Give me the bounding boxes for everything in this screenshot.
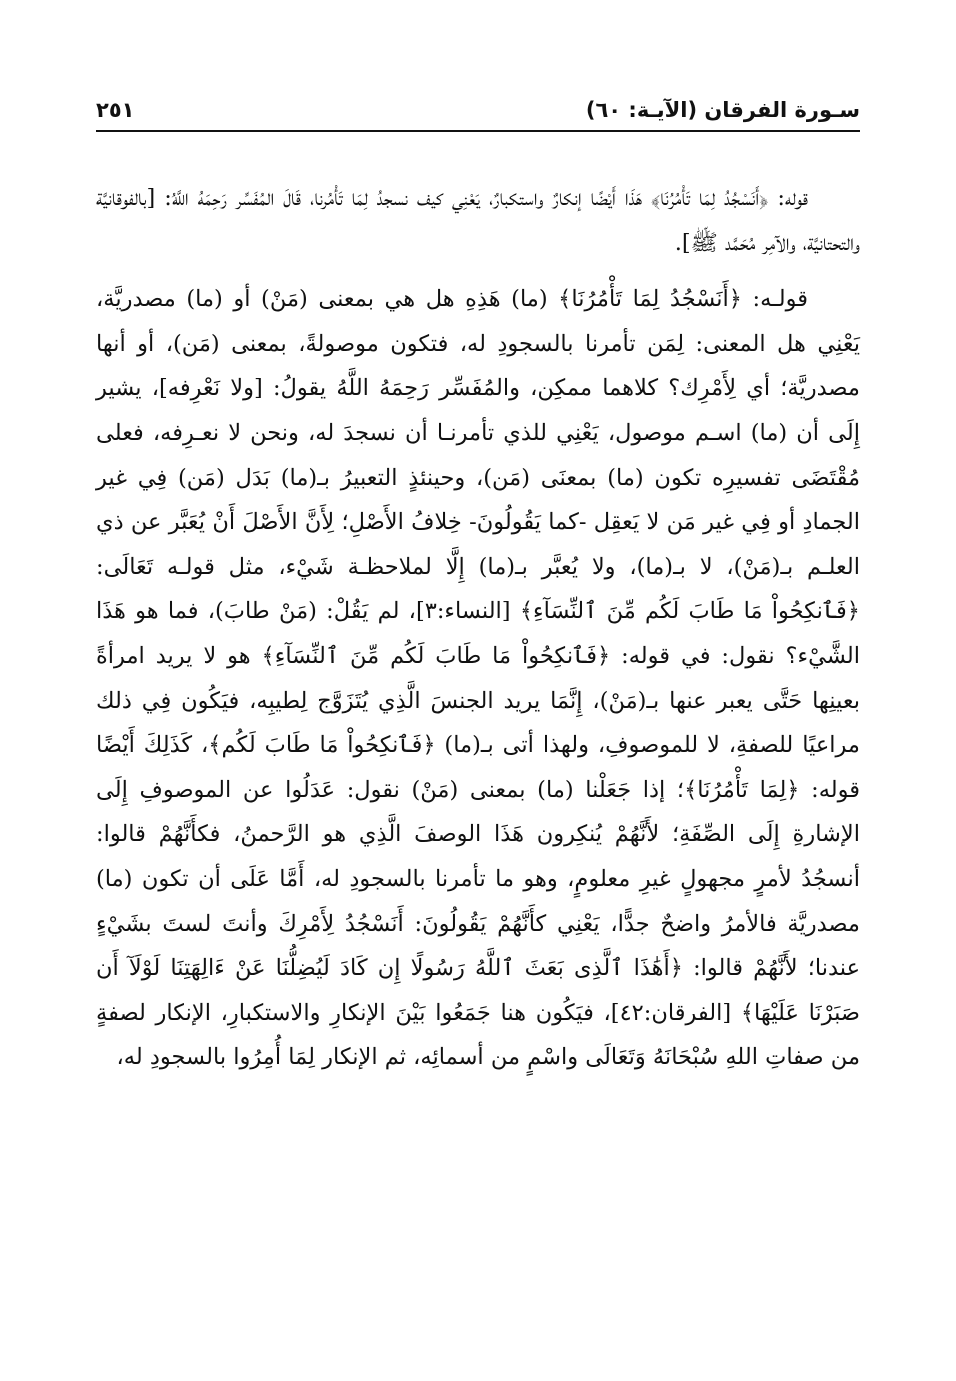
page-number: ٢٥١ (96, 98, 135, 122)
page-header (96, 96, 860, 132)
surah-title: سـورة الفرقان (الآيـة: ٦٠) (585, 98, 860, 122)
paragraph-1: قوله: ﴿أَنَسْجُدُ لِمَا تَأْمُرُنَا﴾ هَذَا أَيْضًا إنكارٌ واستكبارٌ، يَعْنِي كيف نسجدُ لِمَا تَأْمُرنا، قَالَ المُفَسِّر رَحِمَهُ اللَّهُ: [بالفوقانيَّة والتحتانيَّة، والآمِر مُحَمَّد ﷺ]. (96, 185, 860, 256)
page-body (96, 176, 860, 1080)
paragraph-2: قولـه: ﴿أَنَسْجُدُ لِمَا تَأْمُرُنَا﴾ (ما) هَذِهِ هل هي بمعنى (مَنْ) أو (ما) مصدريَّة، يَعْنِي هل المعنى: لِمَن تأمرنا بالسجودِ له، فتكون موصولةً، بمعنى (مَن)، أو أنها مصدريَّة؛ أي لِأَمْرِك؟ كلاهما ممكِن، والمُفَسِّر رَحِمَهُ اللَّهُ يقولُ: [ولا نَعْرِفه]، يشير إِلَى أن (ما) اسـم موصول، يَعْنِي للذي تأمرنـا أن نسجدَ له، ونحن لا نعـرِفه، فعلى مُقْتَضَى تفسيرِه تكون (ما) بمعنَى (مَن)، وحينئذٍ التعبيرُ بـ(ما) بَدَل (مَن) فِي غير الجمادِ أو فِي غير مَن لا يَعقِل -كما يَقُولُونَ- خِلافُ الأَصْلِ؛ لِأَنَّ الأَصْلَ أَنْ يُعَبَّر عن ذي العلـم بـ(مَنْ)، لا بـ(ما)، ولا يُعبَّر بـ(ما) إِلَّا لملاحظـة شَيْء، مثل قولـه تَعَالَى: ﴿فَٱنكِحُواْ مَا طَابَ لَكُم مِّنَ ٱلنِّسَآءِ﴾ [النساء:٣]، لم يَقُلْ: (مَنْ طابَ)، فما هو هَذَا الشَّيْء؟ نقول: في قوله: ﴿فَٱنكِحُواْ مَا طَابَ لَكُم مِّنَ ٱلنِّسَآءِ﴾ هو لا يريد امرأةً بعينِها حَتَّى يعبر عنها بـ(مَنْ)، إِنَّمَا يريد الجنسَ الَّذِي يُتَزَوَّج لِطيبِه، فيَكُون فِي ذلك مراعيًا للصفةِ، لا للموصوفِ، ولهذا أتى بـ(ما) ﴿فَٱنكِحُواْ مَا طَابَ لَكُم﴾، كَذَلِكَ أَيْضًا قوله: ﴿لِمَا تَأْمُرُنَا﴾؛ إذا جَعَلْنا (ما) بمعنى (مَنْ) نقول: عَدَلُوا عن الموصوفِ إِلَى الإشارةِ إِلَى الصِّفَةِ؛ لأَنَّهُمْ يُنكِرون هَذَا الوصفَ الَّذِي هو الرَّحمنُ، فكأَنَّهُمْ قالوا: أنسجُدُ لأمرٍ مجهولٍ غيرِ معلومٍ، وهو ما تأمرنا بالسجودِ له، أَمَّا عَلَى أن تكون (ما) مصدريَّة فالأمرُ واضحٌ جدًّا، يَعْنِي كأَنَّهُمْ يَقُولُونَ: أَنَسْجُدُ لِأَمْرِكَ وأنتَ لستَ بشَيْءٍ عندنا؛ لأَنَّهُمْ قالوا: ﴿أَهَٰذَا ٱلَّذِى بَعَثَ ٱللَّهُ رَسُولًا إِن كَادَ لَيُضِلُّنَا عَنْ ءَالِهَتِنَا لَوْلَآ أَن صَبَرْنَا عَلَيْهَا﴾ [الفرقان:٤٢]، فيَكُون هنا جَمَعُوا بَيْنَ الإنكارِ والاستكبارِ، الإنكار لصفةٍ من صفاتِ اللهِ سُبْحَانَهُ وَتَعَالَى واسْمٍ من أسمائِه، ثم الإنكار لِمَا أُمِرُوا بالسجودِ له، (96, 286, 861, 1071)
